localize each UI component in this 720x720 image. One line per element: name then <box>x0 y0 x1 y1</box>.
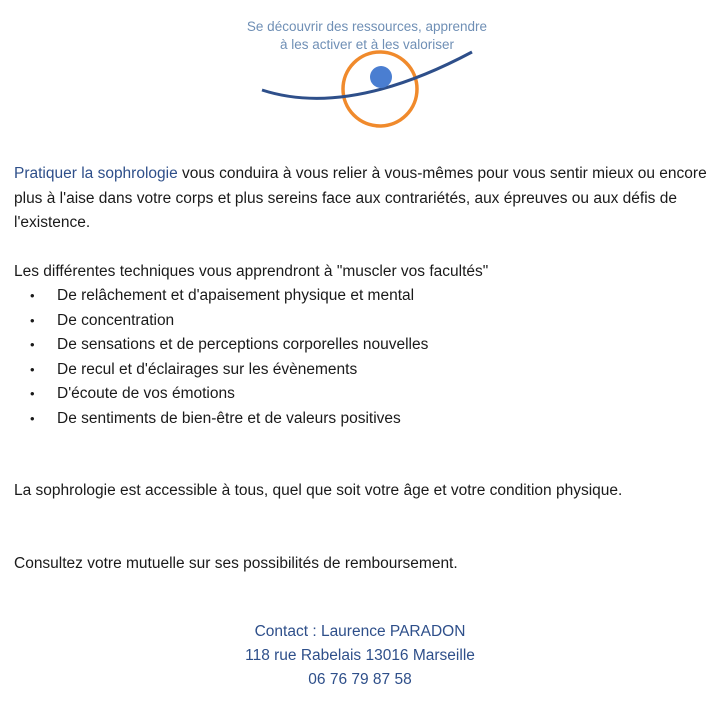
tagline-line-1: Se découvrir des ressources, apprendre <box>246 19 488 34</box>
list-item: • De relâchement et d'apaisement physique et mental <box>14 284 714 309</box>
header-tagline <box>0 18 720 54</box>
intro-paragraph <box>14 162 714 236</box>
contact-address: 118 rue Rabelais 13016 Marseille <box>245 647 475 664</box>
faculties-list <box>14 284 714 431</box>
access-paragraph: La sophrologie est accessible à tous, quel que soit votre âge et votre condition physique. <box>14 482 623 499</box>
bullet: • <box>30 288 35 303</box>
contact-phone[interactable]: 06 76 79 87 58 <box>308 671 412 688</box>
bullet: • <box>30 337 35 352</box>
list-item: • De recul et d'éclairages sur les évènements <box>14 358 714 383</box>
bullet: • <box>30 361 35 377</box>
techniques-lead: Les différentes techniques vous apprendront à "muscler vos facultés" <box>14 262 489 280</box>
mutuelle-paragraph: Consultez votre mutuelle sur ses possibilités de remboursement. <box>14 554 458 572</box>
intro-highlight: Pratiquer la sophrologie <box>14 165 178 182</box>
intro-text: vous conduira à vous relier à vous-mêmes pour vous sentir mieux ou encore plus à l'aise dans votre corps et plus sereins face aux contrariétés, aux épreuves ou aux défis de l'existence. <box>14 165 707 231</box>
main-content <box>14 162 714 576</box>
list-item: • D'écoute de vos émotions <box>14 382 714 407</box>
contact-block <box>0 620 720 692</box>
sophrology-logo <box>256 50 486 132</box>
bullet: • <box>30 410 35 426</box>
tagline-line-2: à les activer et à les valoriser <box>279 37 455 52</box>
list-item: • De concentration <box>14 309 714 334</box>
bullet: • <box>30 312 35 328</box>
list-item: • De sensations et de perceptions corporelles nouvelles <box>14 333 714 358</box>
list-item: • De sentiments de bien-être et de valeurs positives <box>14 407 714 432</box>
logo-blue-arc <box>262 52 472 98</box>
logo-blue-dot <box>370 66 392 88</box>
contact-name: Contact : Laurence PARADON <box>254 623 466 640</box>
bullet: • <box>30 386 35 401</box>
